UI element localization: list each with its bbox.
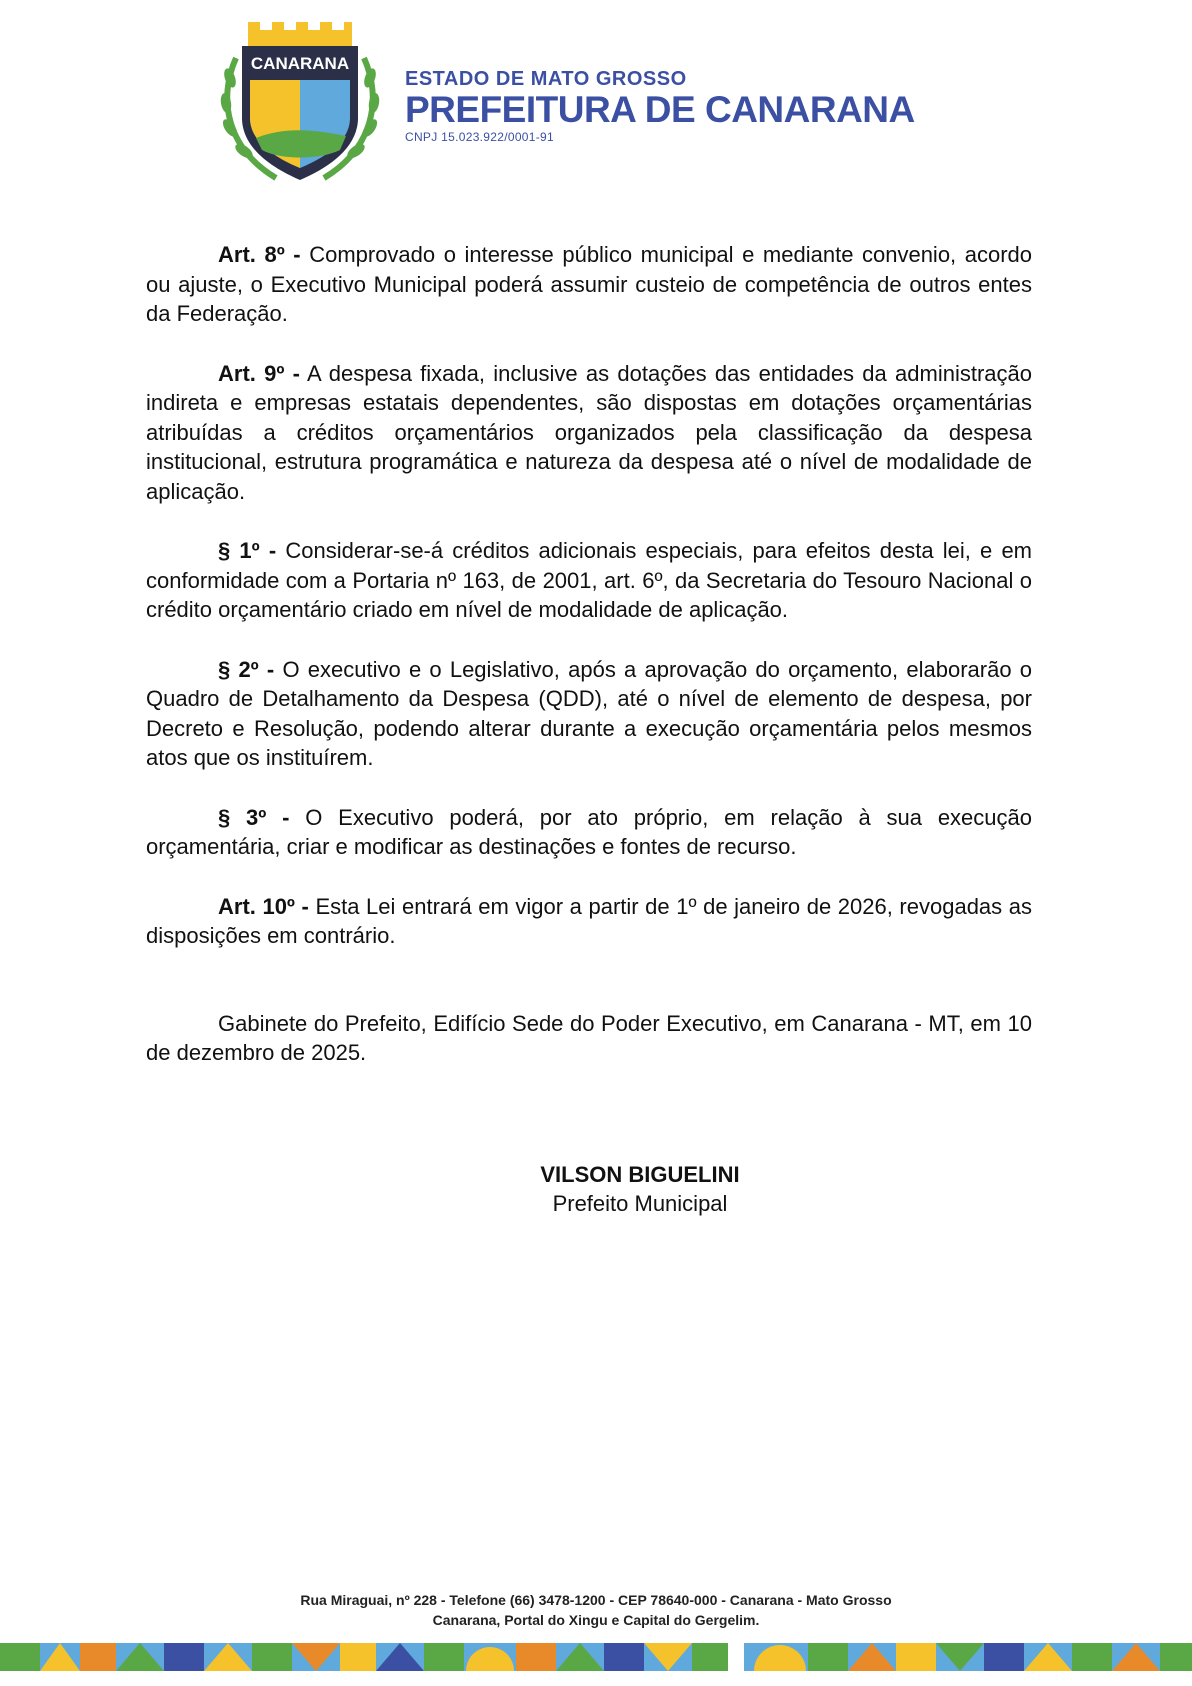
footer <box>0 1590 1192 1630</box>
article-heading: Art. 10º - <box>218 893 309 919</box>
state-name: ESTADO DE MATO GROSSO <box>405 68 687 90</box>
paragraph-3 <box>146 803 1032 862</box>
article-text: O executivo e o Legislativo, após a aprovação do orçamento, elaborarão o Quadro de Detalhamento da Despesa (QDD), até o nível de elemento de despesa, por Decreto e Resolução, podendo alterar durante a execução orçamentária pelos mesmos atos que os instituírem. <box>146 656 1032 770</box>
article-heading: § 3º - <box>218 804 290 830</box>
letterhead <box>0 0 1192 200</box>
signatory-role: Prefeito Municipal <box>552 1191 728 1216</box>
article-heading: § 2º - <box>218 656 275 682</box>
footer-address: Rua Miraguai, nº 228 - Telefone (66) 3478-1200 - CEP 78640-000 - Canarana - Mato Grosso <box>300 1592 892 1608</box>
article-heading: Art. 8º - <box>218 242 301 267</box>
article-text: Comprovado o interesse público municipal e mediante convenio, acordo ou ajuste, o Executivo Municipal poderá assumir custeio de competência de outros entes da Federação. <box>146 242 1032 326</box>
article-9 <box>146 359 1032 507</box>
article-text: Considerar-se-á créditos adicionais especiais, para efeitos desta lei, e em conformidade com a Portaria nº 163, de 2001, art. 6º, da Secretaria do Tesouro Nacional o crédito orçamentário criado em nível de modalidade de aplicação. <box>146 538 1033 622</box>
decorative-footer-strip <box>0 1643 1192 1671</box>
footer-slogan: Canarana, Portal do Xingu e Capital do Gergelim. <box>432 1612 760 1628</box>
paragraph-1 <box>146 536 1032 625</box>
article-8 <box>146 240 1032 329</box>
article-text: O Executivo poderá, por ato próprio, em relação à sua execução orçamentária, criar e modificar as destinações e fontes de recurso. <box>146 804 1032 859</box>
prefeitura-name: PREFEITURA DE CANARANA <box>405 89 915 130</box>
article-heading: § 1º - <box>218 538 277 563</box>
closing-statement: Gabinete do Prefeito, Edifício Sede do Poder Executivo, em Canarana - MT, em 10 de dezembro de 2025. <box>146 1010 1032 1065</box>
article-heading: Art. 9º - <box>218 360 300 386</box>
document-body <box>146 240 1032 1098</box>
article-text: A despesa fixada, inclusive as dotações das entidades da administração indireta e empresas estatais dependentes, são dispostas em dotações orçamentárias atribuídas a créditos orçamentários organizados pela classificação da despesa institucional, estrutura programática e natureza da despesa até o nível de modalidade de aplicação. <box>146 360 1032 504</box>
signature-block <box>0 1160 1192 1218</box>
signatory-name: VILSON BIGUELINI <box>540 1162 740 1187</box>
paragraph-2 <box>146 655 1032 773</box>
crest-label: CANARANA <box>250 54 350 73</box>
article-text: Esta Lei entrará em vigor a partir de 1º de janeiro de 2026, revogadas as disposições em contrário. <box>146 893 1032 948</box>
letterhead-text <box>405 68 915 145</box>
cnpj: CNPJ 15.023.922/0001-91 <box>405 130 555 144</box>
article-10 <box>146 892 1032 951</box>
canarana-crest-logo <box>216 18 384 188</box>
